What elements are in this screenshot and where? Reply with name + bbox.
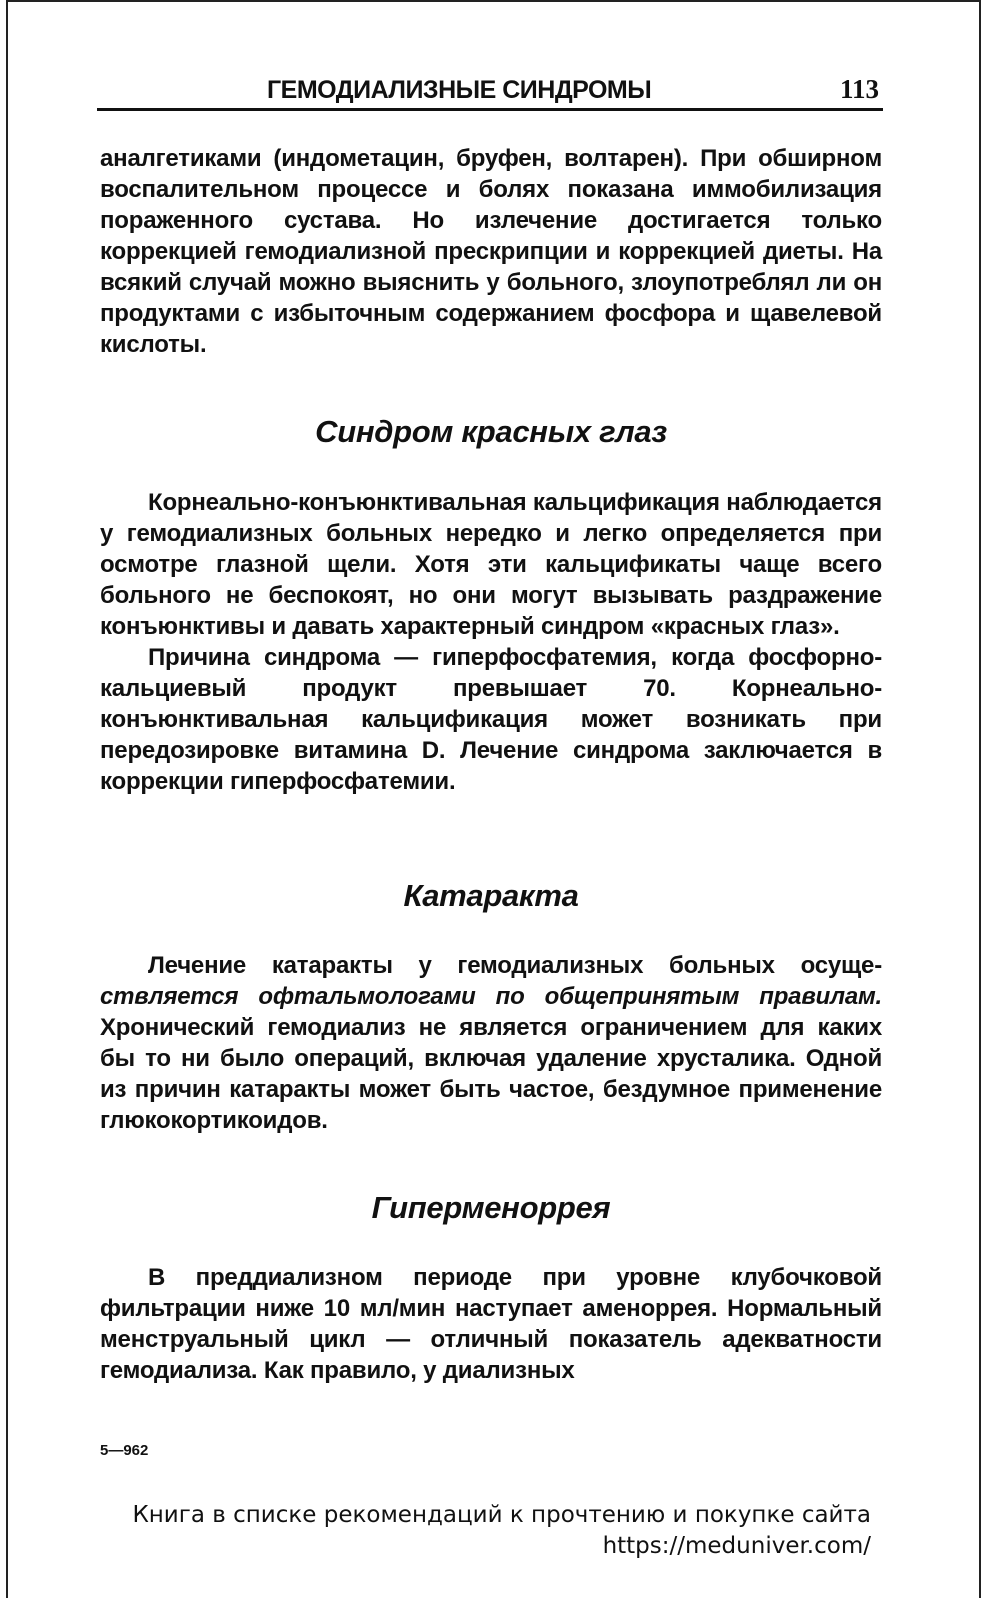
heading-red-eyes: Синдром красных глаз	[315, 414, 667, 449]
signature-mark: 5—962	[100, 1442, 149, 1459]
hypermenorrhea-paragraph: В преддиализном периоде при уровне клубочковой фильтрации ниже 10 мл/мин наступает аменоррея. Нормальный менструальный цикл — отличный показатель адекватности гемодиализа. Как правило, у диализных	[100, 1264, 882, 1384]
intro-paragraph: аналгетиками (индометацин, бруфен, волтарен). При обширном воспалительном процессе и болях показана иммобилизация пораженного сустава. Но излечение достигается только коррекцией гемодиализной прескрипции и коррекцией диеты. На всякий случай можно выяснить у больного, злоупотреблял ли он продуктами с избыточным содержанием фосфора и щавелевой кислоты.	[100, 145, 882, 358]
red-eyes-paragraph-2: Причина синдрома — гиперфосфатемия, когда фосфорно-кальциевый продукт превышает 70. Корнеально-конъюнктивальная кальцификация может возникать при передозировке витамина D. Лечение синдрома заключается в коррекции гиперфосфатемии.	[100, 644, 882, 795]
footer-link[interactable]: https://meduniver.com/	[602, 1533, 871, 1559]
cataract-block	[100, 950, 882, 1136]
page-number: 113	[839, 74, 879, 104]
heading-cataract: Катаракта	[403, 878, 579, 913]
cataract-italic: ствляется офтальмологами по общепринятым правилам.	[100, 983, 882, 1010]
cataract-lead: Лечение катаракты у гемодиализных больных осуще-	[148, 952, 882, 979]
cataract-paragraph	[100, 950, 882, 1136]
running-head	[97, 72, 883, 111]
heading-hypermenorrhea: Гиперменоррея	[371, 1190, 611, 1225]
red-eyes-block	[100, 487, 882, 797]
red-eyes-paragraph-1: Корнеально-конъюнктивальная кальцификация наблюдается у гемодиализных больных нередко и легко определяется при осмотре глазной щели. Хотя эти кальцификаты чаще всего больного не беспокоят, но они могут вызывать раздражение конъюнктивы и давать характерный синдром «красных глаз».	[100, 489, 882, 640]
footer-note	[71, 1500, 871, 1562]
cataract-rest: Хронический гемодиализ не является ограничением для каких бы то ни было операций, включая удаление хрусталика. Одной из причин катаракты может быть частое, бездумное применение глюкокортикоидов.	[100, 1014, 882, 1134]
hypermenorrhea-block	[100, 1262, 882, 1386]
running-title: ГЕМОДИАЛИЗНЫЕ СИНДРОМЫ	[267, 76, 652, 104]
intro-block	[100, 143, 882, 360]
footer-line-1: Книга в списке рекомендаций к прочтению и покупке сайта	[132, 1502, 871, 1528]
